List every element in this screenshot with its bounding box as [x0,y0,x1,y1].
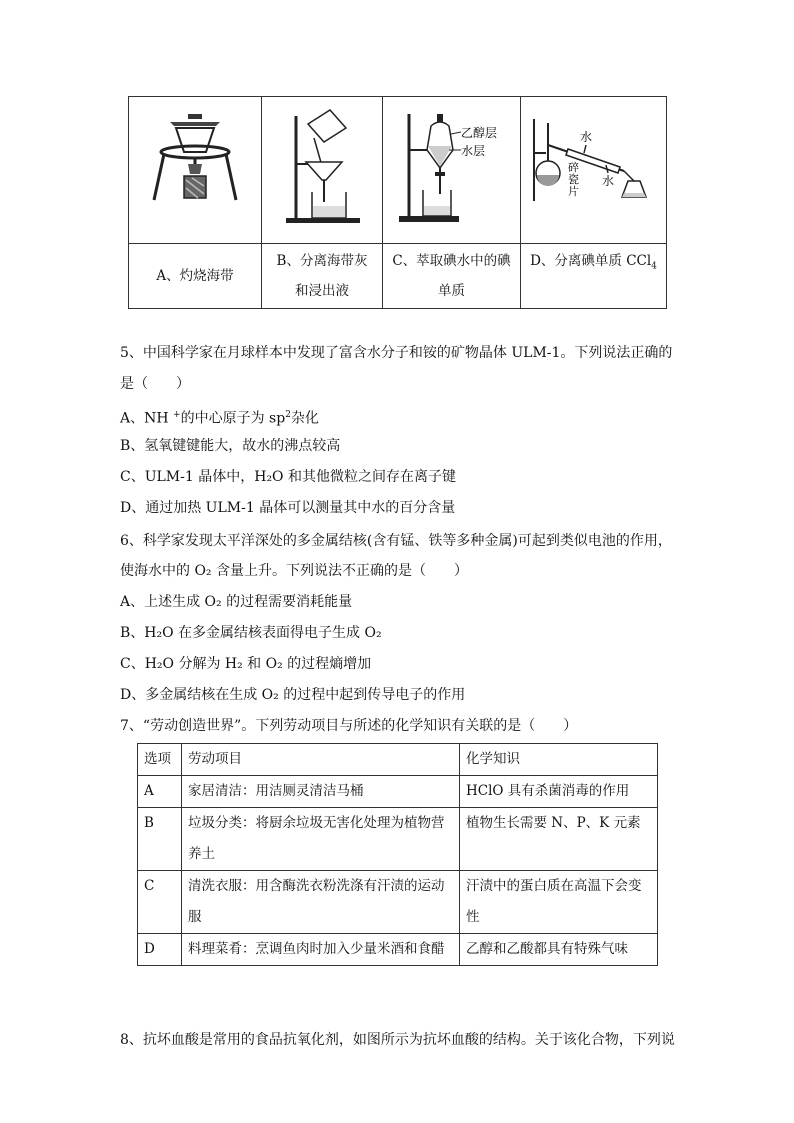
water-layer-label: 水层 [460,143,485,158]
q5-option-b: B、氢氧键键能大，故水的沸点较高 [120,438,341,454]
table-header-row [138,744,658,776]
q5-option-a: A、NH +的中心原子为 $sp^2$杂化 [120,410,319,427]
q5-option-c: C、ULM-1 晶体中，H₂O 和其他微粒之间存在离子键 [120,469,456,485]
ethanol-layer-label: 乙醇层 [460,125,497,140]
caption-c: C、萃取碘水中的碘 单质 [383,244,521,309]
caption-a: A、灼烧海带 [129,244,262,309]
apparatus-d-image [521,97,667,244]
q7-stem: 7、“劳动创造世界”。下列劳动项目与所述的化学知识有关联的是（ ） [120,718,578,734]
q6-stem-line2: 使海水中的 O₂ 含量上升。下列说法不正确的是（ ） [120,563,468,579]
q6-option-a: A、上述生成 O₂ 的过程需要消耗能量 [120,594,353,610]
apparatus-table [128,96,667,309]
separatory-funnel-icon [387,106,517,231]
q5-stem-line1: 5、中国科学家在月球样本中发现了富含水分子和铵的矿物晶体 ULM-1。下列说法正确的 [120,345,673,361]
header-labour: 劳动项目 [182,744,460,776]
q6-option-c: C、H₂O 分解为 H₂ 和 O₂ 的过程熵增加 [120,656,372,672]
water-in-label: 水 [579,130,592,144]
filtration-icon [272,106,372,231]
table-row: B 垃圾分类：将厨余垃圾无害化处理为植物营养土 植物生长需要 N、P、K 元素 [138,808,658,871]
header-option: 选项 [138,744,182,776]
distillation-icon [524,113,664,223]
header-knowledge: 化学知识 [460,744,658,776]
q5-stem-line2: 是（ ） [120,376,190,392]
porcelain-label: 碎瓷片 [567,161,579,198]
table-row: A 家居清洁：用洁厕灵清洁马桶 HClO 具有杀菌消毒的作用 [138,776,658,808]
q5-option-d: D、通过加热 ULM-1 晶体可以测量其中水的百分含量 [120,500,456,516]
q6-stem-line1: 6、科学家发现太平洋深处的多金属结核(含有锰、铁等多种金属)可起到类似电池的作用， [120,533,672,549]
q6-option-b: B、H₂O 在多金属结核表面得电子生成 O₂ [120,625,382,641]
caption-b: B、分离海带灰 和浸出液 [262,244,383,309]
table-row: C 清洗衣服：用含酶洗衣粉洗涤有汗渍的运动服 汗渍中的蛋白质在高温下会变性 [138,871,658,934]
apparatus-b-image [262,97,383,244]
caption-d: D、分离碘单质 CCl$_4$ [521,244,667,309]
apparatus-c-image [383,97,521,244]
labour-table [137,743,658,966]
q8-stem: 8、抗坏血酸是常用的食品抗氧化剂，如图所示为抗坏血酸的结构。关于该化合物，下列说 [120,1032,675,1048]
q6-option-d: D、多金属结核在生成 O₂ 的过程中起到传导电子的作用 [120,687,466,703]
apparatus-a-image [129,97,262,244]
table-row: D 料理菜肴：烹调鱼肉时加入少量米酒和食醋 乙醇和乙酸都具有特殊气味 [138,934,658,966]
water-out-label: 水 [601,174,614,188]
crucible-tripod-icon [140,108,250,228]
